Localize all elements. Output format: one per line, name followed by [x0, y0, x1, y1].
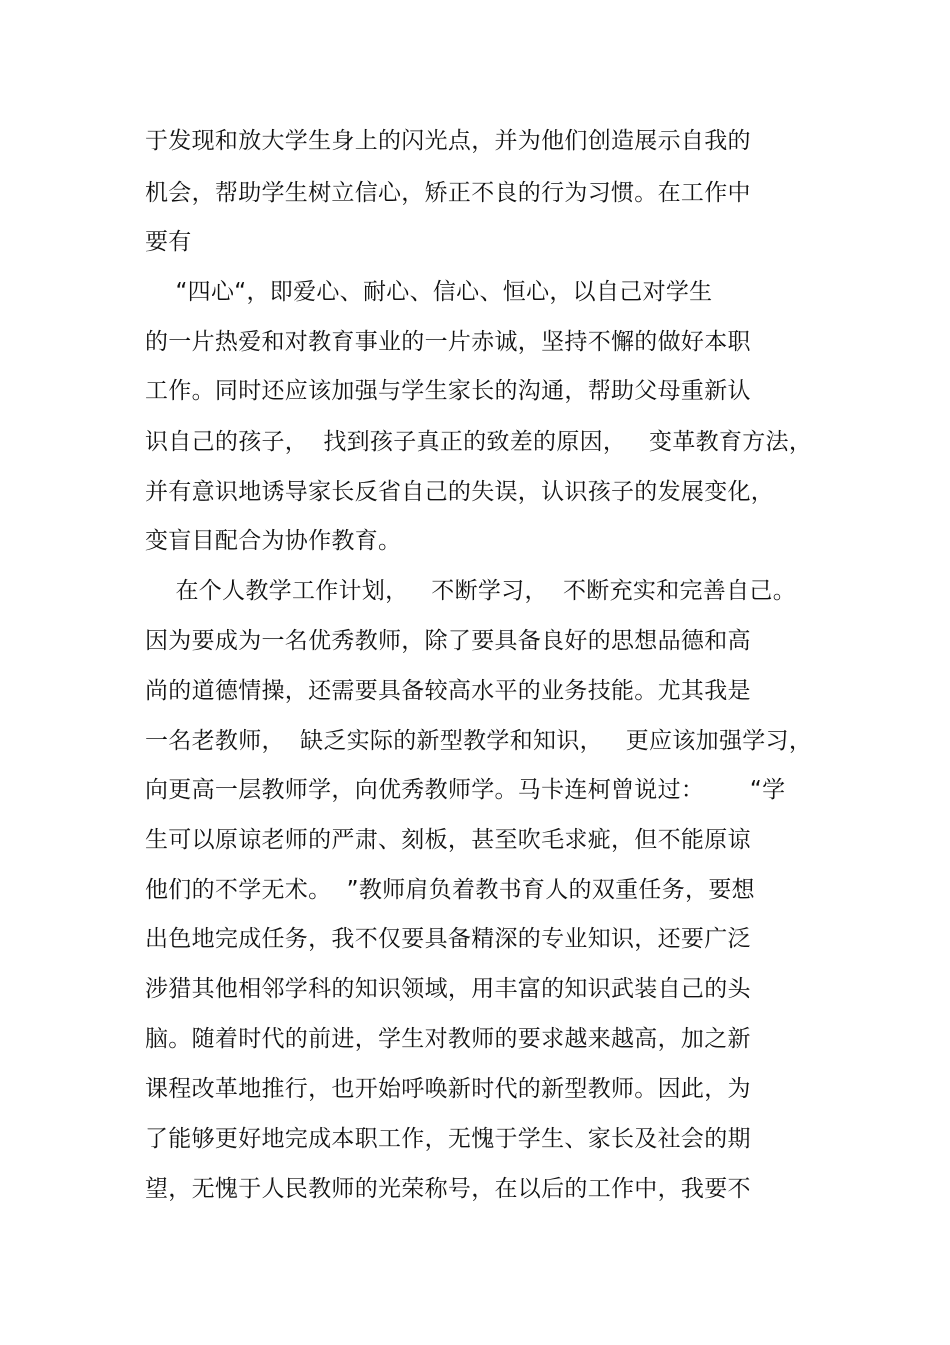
text-line: 尚的道德情操，还需要具备较高水平的业务技能。尤其我是 — [145, 678, 751, 704]
text-line: 了能够更好地完成本职工作，无愧于学生、家长及社会的期 — [145, 1126, 751, 1152]
text-line: 生可以原谅老师的严肃、刻板，甚至吹毛求疵，但不能原谅 — [145, 827, 751, 853]
text-line: 机会，帮助学生树立信心，矫正不良的行为习惯。在工作中 — [145, 180, 751, 206]
text-line: 工作。同时还应该加强与学生家长的沟通，帮助父母重新认 — [145, 378, 751, 404]
text-line: 识自己的孩子， 找到孩子真正的致差的原因， 变革教育方法， — [145, 429, 813, 455]
text-line: 的一片热爱和对教育事业的一片赤诚，坚持不懈的做好本职 — [145, 329, 751, 355]
text-line: 于发现和放大学生身上的闪光点，并为他们创造展示自我的 — [145, 128, 751, 154]
text-line: 要有 — [145, 229, 192, 255]
text-line: 脑。随着时代的前进，学生对教师的要求越来越高，加之新 — [145, 1026, 751, 1052]
text-line: 他们的不学无术。 ”教师肩负着教书育人的双重任务，要想 — [145, 877, 755, 903]
text-line: 并有意识地诱导家长反省自己的失误，认识孩子的发展变化， — [145, 479, 775, 505]
text-line: 向更高一层教师学，向优秀教师学。马卡连柯曾说过： “学 — [145, 777, 786, 803]
text-line: 涉猎其他相邻学科的知识领域，用丰富的知识武装自己的头 — [145, 976, 751, 1002]
text-line: 望，无愧于人民教师的光荣称号，在以后的工作中，我要不 — [145, 1176, 751, 1202]
text-line: “四心“，即爱心、耐心、信心、恒心，以自己对学生 — [145, 279, 713, 305]
text-line: 一名老教师， 缺乏实际的新型教学和知识， 更应该加强学习， — [145, 728, 813, 754]
text-line: 出色地完成任务，我不仅要具备精深的专业知识，还要广泛 — [145, 926, 751, 952]
text-line: 变盲目配合为协作教育。 — [145, 528, 402, 554]
text-line: 因为要成为一名优秀教师，除了要具备良好的思想品德和高 — [145, 628, 751, 654]
text-line: 课程改革地推行，也开始呼唤新时代的新型教师。因此，为 — [145, 1076, 751, 1102]
text-line: 在个人教学工作计划， 不断学习， 不断充实和完善自己。 — [145, 578, 796, 604]
